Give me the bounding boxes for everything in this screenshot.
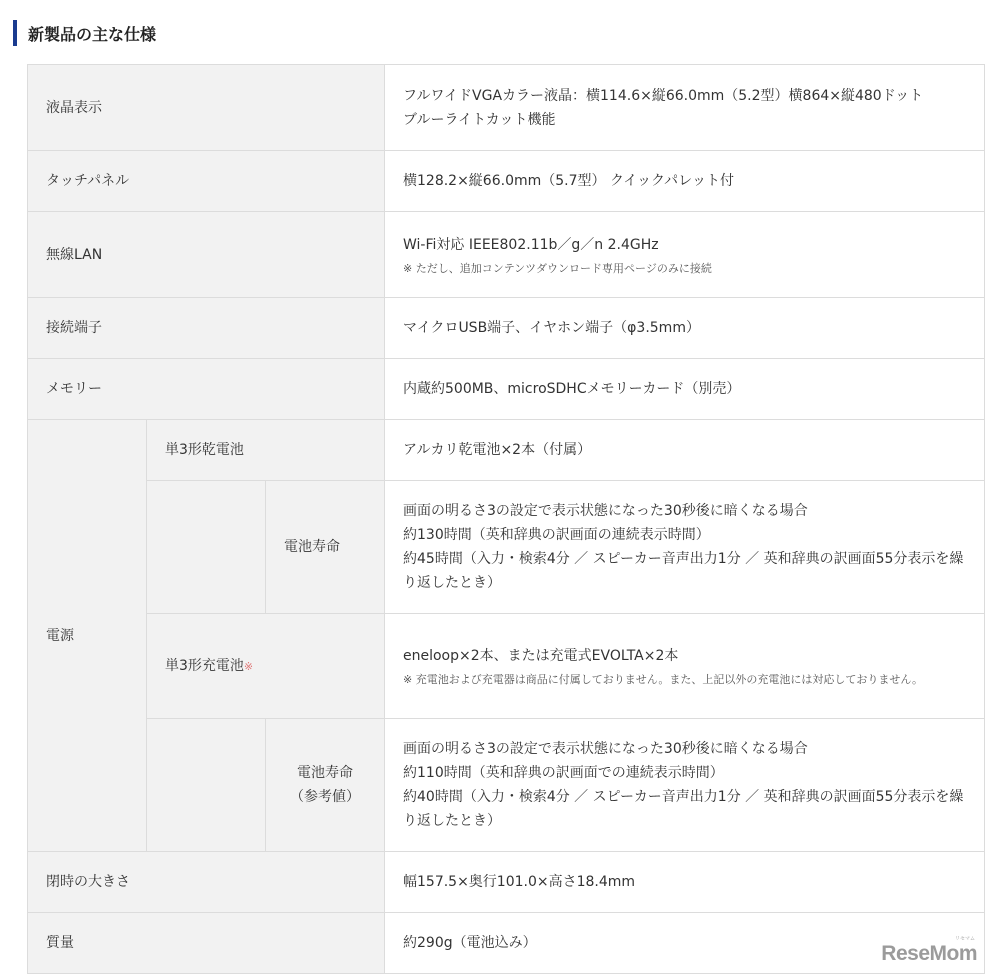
spec-label-size: 閉時の大きさ — [28, 852, 385, 913]
table-row — [28, 913, 985, 974]
spec-value-ports: マイクロUSB端子、イヤホン端子（φ3.5mm） — [385, 298, 985, 359]
spec-value-size: 幅157.5×奥行101.0×高さ18.4mm — [385, 852, 985, 913]
rechargeable-life-label-line2: （参考値） — [290, 789, 360, 805]
section-title: 新製品の主な仕様 — [28, 24, 157, 44]
rechargeable-life-line1: 画面の明るさ3の設定で表示状態になった30秒後に暗くなる場合 — [403, 741, 808, 757]
dry-life-line1: 画面の明るさ3の設定で表示状態になった30秒後に暗くなる場合 — [403, 503, 808, 519]
spec-label-dry-life: 電池寿命 — [266, 481, 385, 614]
spec-label-power: 電源 — [28, 420, 147, 852]
spec-value-display — [385, 65, 985, 151]
rechargeable-life-line3: 約40時間（入力・検索4分 ／ スピーカー音声出力1分 ／ 英和辞典の訳画面55分表示を繰り返したとき） — [403, 789, 964, 829]
wireless-value: Wi-Fi対応 IEEE802.11b／g／n 2.4GHz — [403, 236, 659, 253]
spec-value-weight: 約290g（電池込み） — [385, 913, 985, 974]
spec-empty-cell — [147, 719, 266, 852]
note-mark: ※ — [243, 659, 254, 673]
rechargeable-life-line2: 約110時間（英和辞典の訳画面での連続表示時間） — [403, 765, 724, 781]
heading-accent-bar — [13, 20, 17, 46]
table-row — [28, 65, 985, 151]
table-row — [28, 614, 985, 719]
table-row — [28, 852, 985, 913]
spec-value-wireless — [385, 212, 985, 298]
spec-label-rechargeable-life — [266, 719, 385, 852]
aa-rechargeable-note: ※ 充電池および充電器は商品に付属しておりません。また、上記以外の充電池には対応しておりません。 — [403, 673, 924, 686]
section-heading — [13, 20, 156, 46]
spec-value-memory: 内蔵約500MB、microSDHCメモリーカード（別売） — [385, 359, 985, 420]
table-row — [28, 481, 985, 614]
table-row — [28, 719, 985, 852]
spec-value-touch: 横128.2×縦66.0mm（5.7型） クイックパレット付 — [385, 151, 985, 212]
wireless-note: ※ ただし、追加コンテンツダウンロード専用ページのみに接続 — [403, 261, 712, 275]
spec-label-ports: 接続端子 — [28, 298, 385, 359]
spec-empty-cell — [147, 481, 266, 614]
rechargeable-life-label-line1: 電池寿命 — [297, 765, 353, 781]
display-value-line1: フルワイドVGAカラー液晶：横114.6×縦66.0mm（5.2型）横864×縦480ドット — [403, 87, 924, 104]
resemom-logo: ReseMom — [881, 942, 977, 965]
table-row — [28, 298, 985, 359]
watermark-sub: リセマム — [955, 936, 975, 942]
table-row — [28, 359, 985, 420]
spec-label-aa-dry: 単3形乾電池 — [147, 420, 385, 481]
spec-value-aa-rechargeable — [385, 614, 985, 719]
spec-label-weight: 質量 — [28, 913, 385, 974]
table-row — [28, 212, 985, 298]
table-row — [28, 151, 985, 212]
display-value-line2: ブルーライトカット機能 — [403, 111, 556, 128]
table-row — [28, 420, 985, 481]
dry-life-line3: 約45時間（入力・検索4分 ／ スピーカー音声出力1分 ／ 英和辞典の訳画面55分表示を繰り返したとき） — [403, 551, 964, 591]
spec-label-display: 液晶表示 — [28, 65, 385, 151]
spec-table — [27, 64, 985, 974]
spec-label-touch: タッチパネル — [28, 151, 385, 212]
spec-label-wireless: 無線LAN — [28, 212, 385, 298]
aa-rechargeable-value: eneloop×2本、または充電式EVOLTA×2本 — [403, 648, 679, 664]
spec-value-aa-dry: アルカリ乾電池×2本（付属） — [385, 420, 985, 481]
spec-label-aa-rechargeable — [147, 614, 385, 719]
spec-value-dry-life — [385, 481, 985, 614]
spec-label-memory: メモリー — [28, 359, 385, 420]
spec-value-rechargeable-life — [385, 719, 985, 852]
aa-rechargeable-label: 単3形充電池 — [165, 657, 244, 674]
dry-life-line2: 約130時間（英和辞典の訳画面の連続表示時間） — [403, 527, 710, 543]
